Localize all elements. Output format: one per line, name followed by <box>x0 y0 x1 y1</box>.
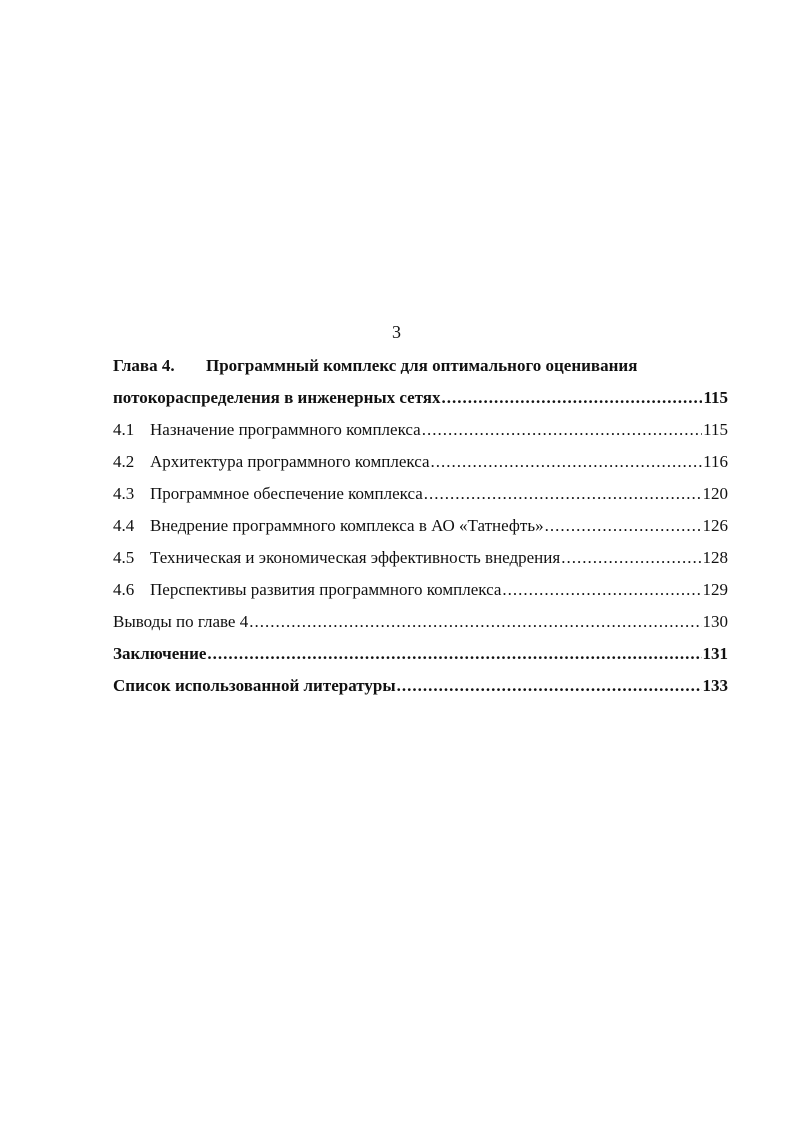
section-title: Перспективы развития программного комплекса <box>150 580 502 599</box>
conclusions-title: Выводы по главе 4 <box>113 612 249 631</box>
conclusion-title: Заключение <box>113 644 207 663</box>
section-page: 126 <box>702 516 728 535</box>
dot-leader <box>502 574 701 606</box>
table-of-contents <box>113 350 728 702</box>
chapter-number: Глава 4. <box>113 356 175 375</box>
dot-leader <box>397 670 702 702</box>
section-number: 4.1 <box>113 420 135 439</box>
section-title: Внедрение программного комплекса в АО «Татнефть» <box>150 516 544 535</box>
dot-leader <box>442 382 703 414</box>
dot-leader <box>561 542 701 574</box>
dot-leader <box>422 414 702 446</box>
chapter-heading <box>113 350 728 382</box>
chapter-page: 115 <box>703 388 728 407</box>
section-number: 4.2 <box>113 452 135 471</box>
toc-entry-4-1[interactable] <box>113 414 728 446</box>
page-number: 3 <box>392 322 401 342</box>
section-number: 4.3 <box>113 484 135 503</box>
section-number: 4.6 <box>113 580 135 599</box>
toc-entry-4-4[interactable] <box>113 510 728 542</box>
references-title: Список использованной литературы <box>113 676 396 695</box>
toc-entry-conclusion[interactable] <box>113 638 728 670</box>
section-number: 4.5 <box>113 548 135 567</box>
toc-entry-4-6[interactable] <box>113 574 728 606</box>
section-title: Назначение программного комплекса <box>150 420 421 439</box>
toc-entry-conclusions[interactable] <box>113 606 728 638</box>
chapter-title-line1: Программный комплекс для оптимального оценивания <box>206 356 638 375</box>
chapter-title-row[interactable] <box>113 382 728 414</box>
section-page: 120 <box>702 484 728 503</box>
dot-leader <box>431 446 703 478</box>
section-page: 129 <box>702 580 728 599</box>
section-title: Программное обеспечение комплекса <box>150 484 423 503</box>
conclusions-page: 130 <box>702 612 728 631</box>
dot-leader <box>207 638 701 670</box>
toc-entry-4-3[interactable] <box>113 478 728 510</box>
toc-entry-4-2[interactable] <box>113 446 728 478</box>
chapter-title-line2: потокораспределения в инженерных сетях <box>113 388 441 407</box>
dot-leader <box>249 606 701 638</box>
references-page: 133 <box>702 676 728 695</box>
toc-entry-4-5[interactable] <box>113 542 728 574</box>
dot-leader <box>545 510 702 542</box>
section-page: 116 <box>703 452 728 471</box>
section-page: 128 <box>702 548 728 567</box>
section-number: 4.4 <box>113 516 135 535</box>
conclusion-page: 131 <box>702 644 728 663</box>
section-page: 115 <box>703 420 728 439</box>
section-title: Архитектура программного комплекса <box>150 452 430 471</box>
toc-entry-references[interactable] <box>113 670 728 702</box>
dot-leader <box>424 478 702 510</box>
section-title: Техническая и экономическая эффективность внедрения <box>150 548 561 567</box>
